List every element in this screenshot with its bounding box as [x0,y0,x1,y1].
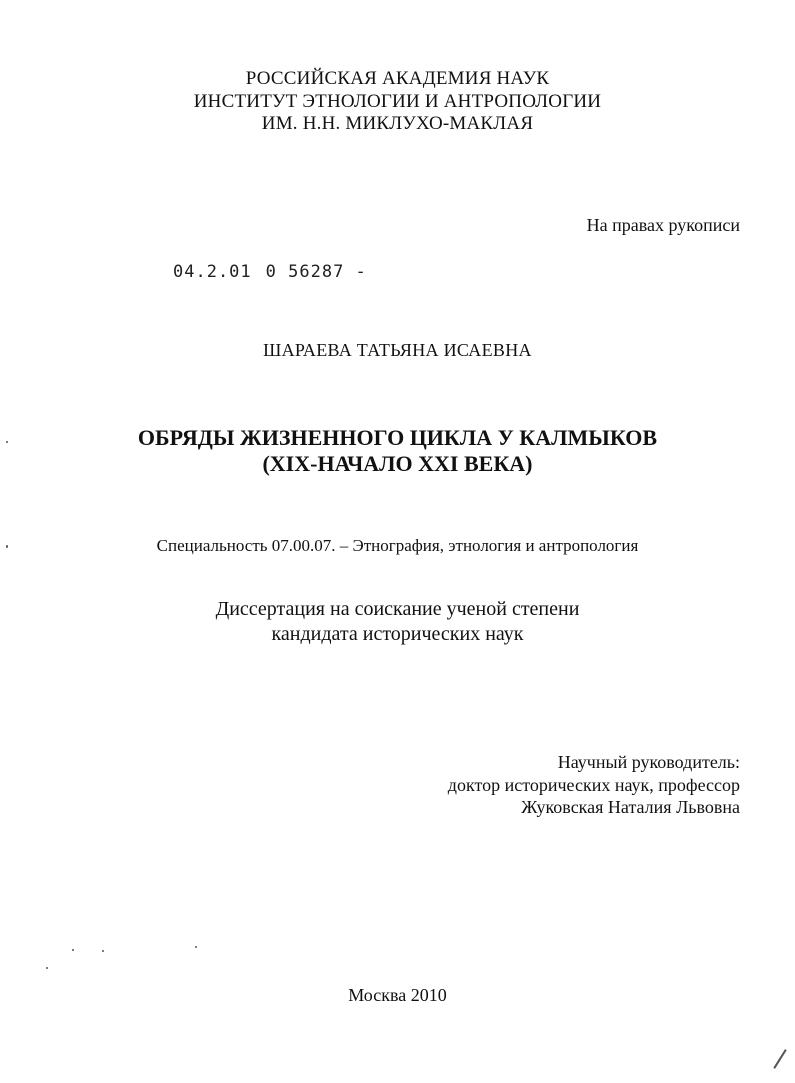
specialty: Специальность 07.00.07. – Этнография, этнология и антропология [156,536,639,555]
stamp-code: 04.2.01 [173,262,252,282]
scan-speck [72,949,74,951]
scan-speck [6,441,8,443]
scan-speck [195,946,197,948]
scan-speck [102,950,104,952]
city-year: Москва 2010 [348,985,447,1005]
catalog-stamp [173,262,367,282]
rights-notice: На правах рукописи [586,215,740,235]
institute-named-after: ИМ. Н.Н. МИКЛУХО-МАКЛАЯ [261,113,534,134]
stamp-number: 0 56287 - [265,262,367,282]
scan-mark [773,1049,786,1069]
supervisor-credentials: доктор исторических наук, профессор [447,775,740,795]
institute-name: ИНСТИТУТ ЭТНОЛОГИИ И АНТРОПОЛОГИИ [193,91,602,112]
scan-speck [6,545,8,548]
degree-line-1: Диссертация на соискание ученой степени [215,598,580,620]
degree-line-2: кандидата исторических наук [271,623,524,645]
academy-name: РОССИЙСКАЯ АКАДЕМИЯ НАУК [245,68,550,89]
scan-speck [46,967,48,969]
dissertation-title-period: (XIX-НАЧАЛО XXI ВЕКА) [262,451,533,476]
dissertation-title: ОБРЯДЫ ЖИЗНЕННОГО ЦИКЛА У КАЛМЫКОВ [137,425,658,450]
supervisor-label: Научный руководитель: [557,752,740,772]
author-name: ШАРАЕВА ТАТЬЯНА ИСАЕВНА [263,340,532,360]
supervisor-name: Жуковская Наталия Львовна [521,797,740,817]
